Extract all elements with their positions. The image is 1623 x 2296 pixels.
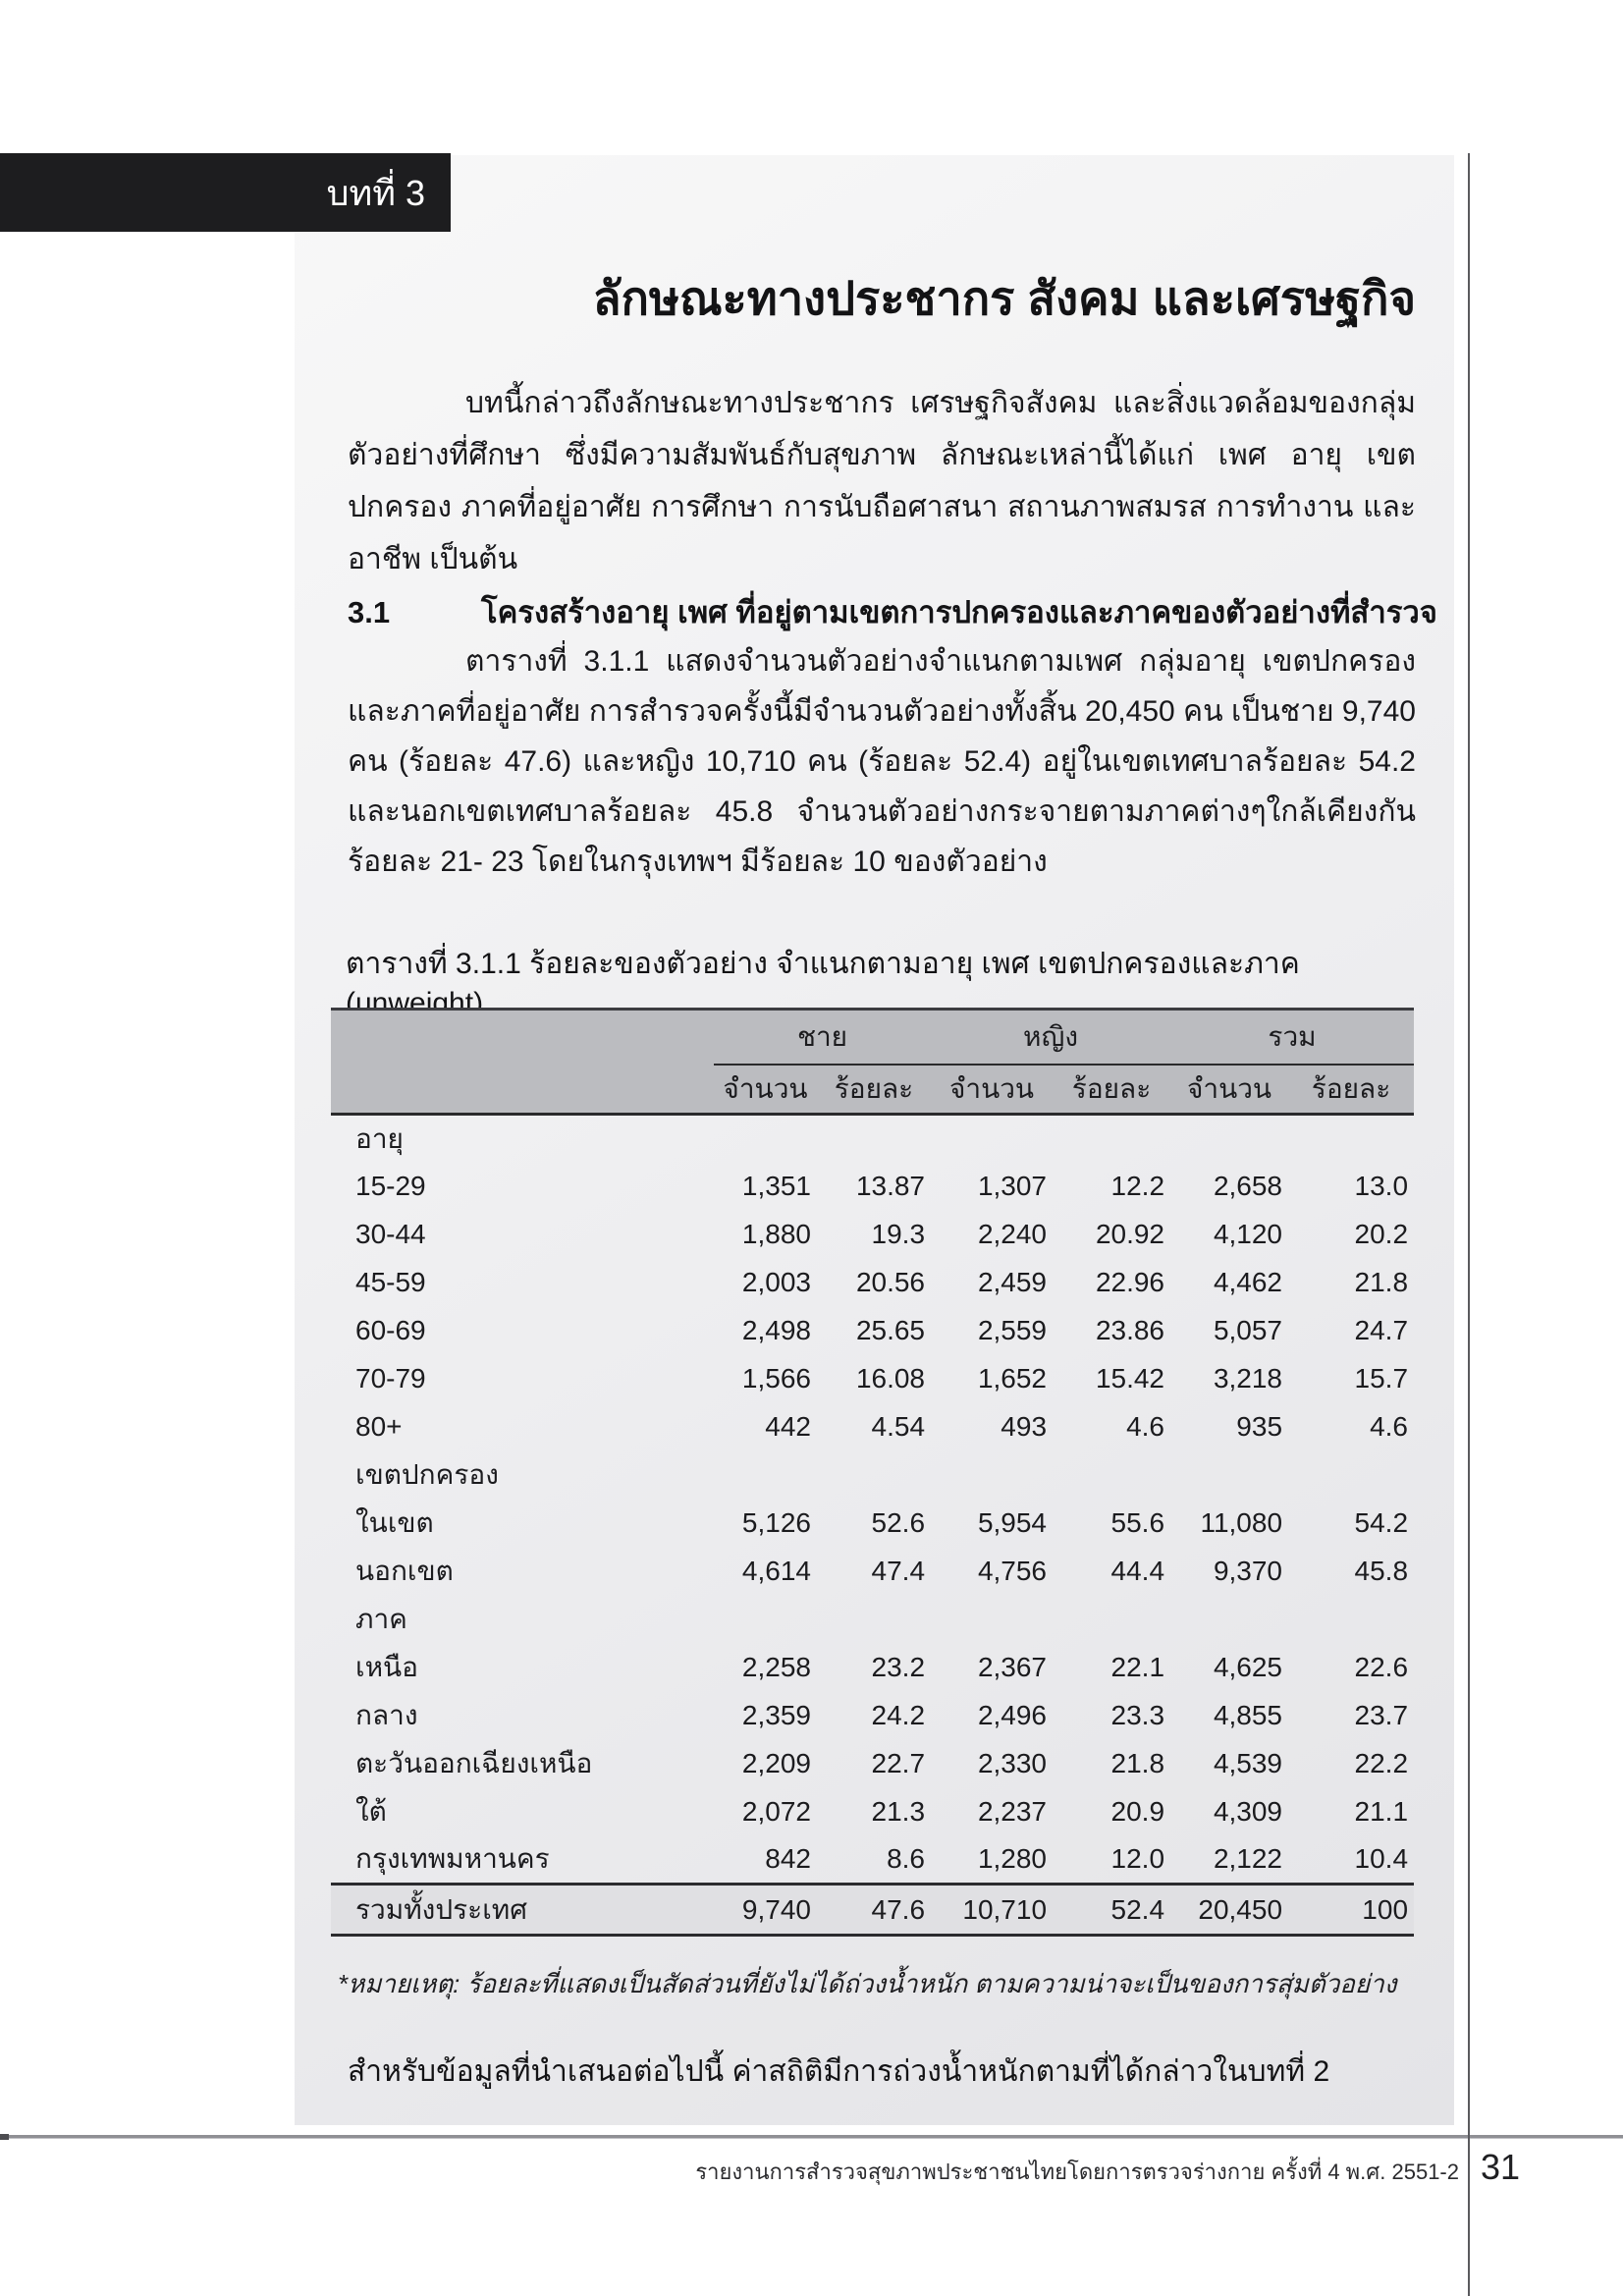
cell-value: 2,359 — [741, 1700, 811, 1730]
cell-value: 13.0 — [1354, 1171, 1409, 1201]
table-header — [331, 1010, 1414, 1115]
cell-value — [931, 1451, 1053, 1500]
cell-value: 4.6 — [1370, 1411, 1409, 1442]
cell-value: 4,462 — [1213, 1267, 1283, 1297]
row-label: 60-69 — [355, 1315, 426, 1345]
table-corner-cell — [331, 1065, 714, 1115]
cell-value: 21.1 — [1354, 1796, 1409, 1827]
section-number: 3.1 — [348, 595, 391, 629]
cell-value: 52.6 — [871, 1507, 926, 1538]
cell-value: 20.56 — [855, 1267, 926, 1297]
footer-report-title: รายงานการสำรวจสุขภาพประชาชนไทยโดยการตรวจร่างกาย ครั้งที่ 4 พ.ศ. 2551-2 — [695, 2159, 1459, 2184]
cell-value: 100 — [1288, 1885, 1414, 1936]
cell-value: 22.6 — [1354, 1652, 1409, 1682]
cell-value: 55.6 — [1110, 1507, 1165, 1538]
cell-value: 24.2 — [871, 1700, 926, 1730]
row-label: เหนือ — [355, 1652, 418, 1682]
row-label: กลาง — [355, 1700, 418, 1730]
cell-value: 20.2 — [1354, 1219, 1409, 1249]
table-corner-cell — [331, 1010, 714, 1065]
cell-value: 10.4 — [1354, 1843, 1409, 1875]
table-section-row — [331, 1115, 1414, 1163]
cell-value — [714, 1596, 817, 1644]
row-label: นอกเขต — [355, 1556, 454, 1586]
table-row — [331, 1307, 1414, 1355]
cell-value: 1,307 — [977, 1171, 1048, 1201]
cell-value — [931, 1596, 1053, 1644]
column-subheader: ร้อยละ — [817, 1065, 931, 1115]
cell-value: 11,080 — [1200, 1507, 1283, 1538]
cell-value — [931, 1115, 1053, 1163]
cell-value: 54.2 — [1354, 1507, 1409, 1538]
row-label: 70-79 — [355, 1363, 426, 1394]
cell-value — [714, 1451, 817, 1500]
section-heading: โครงสร้างอายุ เพศ ที่อยู่ตามเขตการปกครองและภาคของตัวอย่างที่สำรวจ — [481, 595, 1437, 629]
cell-value — [1170, 1596, 1288, 1644]
cell-value: 2,209 — [741, 1748, 811, 1778]
cell-value — [1053, 1596, 1170, 1644]
cell-value: 21.8 — [1110, 1748, 1165, 1778]
section-paragraph: ตารางที่ 3.1.1 แสดงจำนวนตัวอย่างจำแนกตามเพศ กลุ่มอายุ เขตปกครอง และภาคที่อยู่อาศัย การสำรวจครั้งนี้มีจำนวนตัวอย่างทั้งสิ้น 20,450 คน เป็นชาย 9,740 คน (ร้อยละ 47.6) และหญิง 10,710 คน (ร้อยละ 52.4) อยู่ในเขตเทศบาลร้อยละ 54.2 และนอกเขตเทศบาลร้อยละ 45.8 จำนวนตัวอย่างกระจายตามภาคต่างๆใกล้เคียงกัน ร้อยละ 21- 23 โดยในกรุงเทพฯ มีร้อยละ 10 ของตัวอย่าง — [348, 645, 1416, 878]
cell-value: 493 — [1001, 1411, 1048, 1442]
page-number-divider-line — [1468, 153, 1470, 2296]
cell-value — [1288, 1115, 1414, 1163]
page-number: 31 — [1481, 2147, 1521, 2187]
cell-value: 20,450 — [1170, 1885, 1288, 1936]
cell-value: 52.4 — [1053, 1885, 1170, 1936]
table-body — [331, 1115, 1414, 1936]
cell-value: 22.2 — [1354, 1748, 1409, 1778]
cell-value: 1,566 — [741, 1363, 811, 1394]
row-label: ใต้ — [355, 1796, 387, 1827]
cell-value: 2,459 — [977, 1267, 1048, 1297]
cell-value — [817, 1596, 931, 1644]
cell-value: 442 — [765, 1411, 811, 1442]
cell-value: 842 — [765, 1843, 811, 1875]
cell-value: 22.7 — [871, 1748, 926, 1778]
cell-value: 47.4 — [871, 1556, 926, 1586]
intro-paragraph: บทนี้กล่าวถึงลักษณะทางประชากร เศรษฐกิจสังคม และสิ่งแวดล้อมของกลุ่มตัวอย่างที่ศึกษา ซึ่งมีความสัมพันธ์กับสุขภาพ ลักษณะเหล่านี้ได้แก่ เพศ อายุ เขตปกครอง ภาคที่อยู่อาศัย การศึกษา การนับถือศาสนา สถานภาพสมรส การทำงาน และอาชีพ เป็นต้น — [348, 387, 1416, 575]
column-subheader: จำนวน — [1170, 1065, 1288, 1115]
cell-value: 16.08 — [855, 1363, 926, 1394]
cell-value — [817, 1115, 931, 1163]
cell-value: 12.0 — [1110, 1843, 1165, 1875]
cell-value: 24.7 — [1354, 1315, 1409, 1345]
cell-value — [1288, 1596, 1414, 1644]
row-label: 30-44 — [355, 1219, 426, 1249]
cell-value: 19.3 — [871, 1219, 926, 1249]
cell-value: 15.42 — [1095, 1363, 1165, 1394]
cell-value: 20.9 — [1110, 1796, 1165, 1827]
chapter-label: บทที่ 3 — [326, 172, 425, 213]
table-row — [331, 1259, 1414, 1307]
column-group-header: หญิง — [931, 1010, 1170, 1065]
table-section-row — [331, 1596, 1414, 1644]
column-subheader: จำนวน — [931, 1065, 1053, 1115]
closing-note: สำหรับข้อมูลที่นำเสนอต่อไปนี้ ค่าสถิติมีการถ่วงน้ำหนักตามที่ได้กล่าวในบทที่ 2 — [348, 2055, 1330, 2088]
cell-value: 22.96 — [1095, 1267, 1165, 1297]
cell-value: 23.2 — [871, 1652, 926, 1682]
cell-value: 23.3 — [1110, 1700, 1165, 1730]
cell-value: 2,498 — [741, 1315, 811, 1345]
cell-value: 4,539 — [1213, 1748, 1283, 1778]
cell-value: 25.65 — [855, 1315, 926, 1345]
cell-value: 4.54 — [871, 1411, 926, 1442]
row-label: ภาค — [355, 1604, 407, 1634]
cell-value — [817, 1451, 931, 1500]
cell-value: 8.6 — [887, 1843, 926, 1875]
cell-value: 1,880 — [741, 1219, 811, 1249]
table-row — [331, 1355, 1414, 1403]
column-subheader: ร้อยละ — [1288, 1065, 1414, 1115]
cell-value: 2,240 — [977, 1219, 1048, 1249]
table-row — [331, 1788, 1414, 1836]
table-footnote: *หมายเหตุ: ร้อยละที่แสดงเป็นสัดส่วนที่ยังไม่ได้ถ่วงน้ำหนัก ตามความน่าจะเป็นของการสุ่มตัวอย่าง — [338, 1969, 1397, 1998]
cell-value: 9,370 — [1213, 1556, 1283, 1586]
cell-value: 2,367 — [977, 1652, 1048, 1682]
cell-value: 2,496 — [977, 1700, 1048, 1730]
cell-value: 9,740 — [714, 1885, 817, 1936]
cell-value: 4.6 — [1126, 1411, 1165, 1442]
cell-value: 1,351 — [741, 1171, 811, 1201]
cell-value: 23.7 — [1354, 1700, 1409, 1730]
table-row — [331, 1836, 1414, 1885]
cell-value: 44.4 — [1110, 1556, 1165, 1586]
cell-value: 4,614 — [741, 1556, 811, 1586]
cell-value: 2,559 — [977, 1315, 1048, 1345]
cell-value: 5,126 — [741, 1507, 811, 1538]
cell-value: 4,309 — [1213, 1796, 1283, 1827]
row-label: 15-29 — [355, 1171, 426, 1201]
section-heading-row — [348, 587, 1437, 636]
table-row — [331, 1500, 1414, 1548]
table-row — [331, 1692, 1414, 1740]
cell-value: 4,625 — [1213, 1652, 1283, 1682]
cell-value: 2,330 — [977, 1748, 1048, 1778]
cell-value: 2,122 — [1213, 1843, 1283, 1875]
cell-value: 4,855 — [1213, 1700, 1283, 1730]
row-label: อายุ — [355, 1122, 404, 1154]
cell-value — [1170, 1115, 1288, 1163]
cell-value: 2,237 — [977, 1796, 1048, 1827]
table-row — [331, 1644, 1414, 1692]
row-label: 80+ — [355, 1411, 403, 1442]
table-subheader-row — [331, 1065, 1414, 1115]
table-row — [331, 1211, 1414, 1259]
column-subheader: ร้อยละ — [1053, 1065, 1170, 1115]
table-total-row — [331, 1885, 1414, 1936]
cell-value: 15.7 — [1354, 1363, 1409, 1394]
cell-value: 935 — [1236, 1411, 1283, 1442]
table-row — [331, 1403, 1414, 1451]
cell-value — [1170, 1451, 1288, 1500]
column-subheader: จำนวน — [714, 1065, 817, 1115]
row-label: 45-59 — [355, 1267, 426, 1297]
row-label: รวมทั้งประเทศ — [331, 1885, 714, 1936]
cell-value: 13.87 — [855, 1171, 926, 1201]
cell-value: 3,218 — [1213, 1363, 1283, 1394]
cell-value: 4,120 — [1213, 1219, 1283, 1249]
chapter-box — [0, 153, 451, 232]
sample-distribution-table — [331, 1008, 1414, 1937]
cell-value: 2,658 — [1213, 1171, 1283, 1201]
cell-value: 2,072 — [741, 1796, 811, 1827]
column-group-header: ชาย — [714, 1010, 931, 1065]
table-caption: ตารางที่ 3.1.1 ร้อยละของตัวอย่าง จำแนกตามอายุ เพศ เขตปกครองและภาค (unweight) — [346, 948, 1300, 1019]
cell-value: 23.86 — [1095, 1315, 1165, 1345]
page-title: ลักษณะทางประชากร สังคม และเศรษฐกิจ — [592, 272, 1416, 324]
cell-value — [714, 1115, 817, 1163]
footer-rule — [0, 2135, 1623, 2139]
cell-value: 1,280 — [977, 1843, 1048, 1875]
table-row — [331, 1163, 1414, 1211]
cell-value: 47.6 — [817, 1885, 931, 1936]
table-row — [331, 1548, 1414, 1596]
column-group-header: รวม — [1170, 1010, 1414, 1065]
footer-rule-tick — [0, 2134, 9, 2140]
cell-value — [1053, 1451, 1170, 1500]
cell-value: 2,003 — [741, 1267, 811, 1297]
row-label: เขตปกครอง — [355, 1459, 499, 1490]
cell-value: 20.92 — [1095, 1219, 1165, 1249]
table-section-row — [331, 1451, 1414, 1500]
cell-value: 45.8 — [1354, 1556, 1409, 1586]
cell-value: 22.1 — [1110, 1652, 1165, 1682]
cell-value — [1288, 1451, 1414, 1500]
cell-value — [1053, 1115, 1170, 1163]
cell-value: 21.3 — [871, 1796, 926, 1827]
cell-value: 12.2 — [1110, 1171, 1165, 1201]
row-label: ตะวันออกเฉียงเหนือ — [355, 1748, 593, 1778]
cell-value: 5,954 — [977, 1507, 1048, 1538]
cell-value: 10,710 — [931, 1885, 1053, 1936]
cell-value: 4,756 — [977, 1556, 1048, 1586]
table-group-header-row — [331, 1010, 1414, 1065]
cell-value: 5,057 — [1213, 1315, 1283, 1345]
cell-value: 2,258 — [741, 1652, 811, 1682]
cell-value: 21.8 — [1354, 1267, 1409, 1297]
cell-value: 1,652 — [977, 1363, 1048, 1394]
table-row — [331, 1740, 1414, 1788]
row-label: กรุงเทพมหานคร — [355, 1843, 550, 1875]
row-label: ในเขต — [355, 1507, 434, 1538]
